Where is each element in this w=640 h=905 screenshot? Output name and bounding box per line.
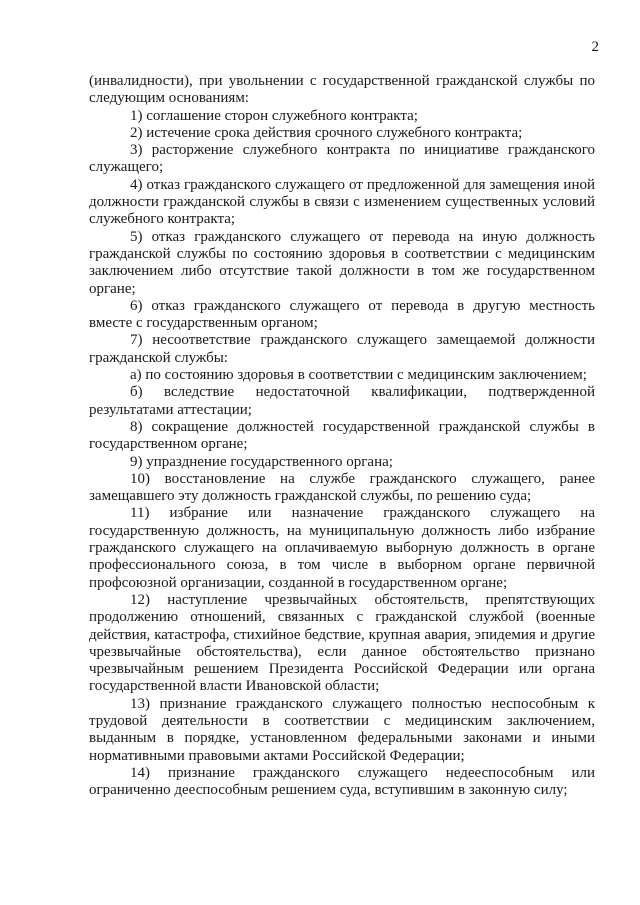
- list-item: 4) отказ гражданского служащего от предложенной для замещения иной должности гражданской службы в связи с изменением существенных условий служебного контракта;: [89, 176, 595, 228]
- list-item: 10) восстановление на службе гражданского служащего, ранее замещавшего эту должность гражданской службы, по решению суда;: [89, 470, 595, 505]
- list-item: 14) признание гражданского служащего недееспособным или ограниченно дееспособным решением суда, вступившим в законную силу;: [89, 764, 595, 799]
- list-subitem: а) по состоянию здоровья в соответствии с медицинским заключением;: [130, 367, 587, 384]
- list-subitem: б) вследствие недостаточной квалификации, подтвержденной результатами аттестации;: [89, 384, 595, 418]
- list-item: 9) упразднение государственного органа;: [130, 453, 393, 470]
- list-item: 6) отказ гражданского служащего от перевода в другую местность вместе с государственным органом;: [89, 297, 595, 332]
- list-item: 11) избрание или назначение гражданского служащего на государственную должность, на муниципальную должность либо избрание гражданского служащего на оплачиваемую выборную должность в органе профессионального союза, в том числе в выборном органе первичной профсоюзной организации, созданной в государственном органе;: [89, 505, 595, 591]
- list-item: 7) несоответствие гражданского служащего замещаемой должности гражданской службы:: [89, 332, 595, 366]
- paragraph-continuation: (инвалидности), при увольнении с государственной гражданской службы по следующим основаниям:: [89, 73, 595, 107]
- document-body: [89, 73, 595, 799]
- list-item: 8) сокращение должностей государственной гражданской службы в государственном органе;: [89, 418, 595, 453]
- list-item: 12) наступление чрезвычайных обстоятельств, препятствующих продолжению отношений, связанных с гражданской службой (военные действия, катастрофа, стихийное бедствие, крупная авария, эпидемия и другие чрезвычайные обстоятельства), если данное обстоятельство признано чрезвычайным решением Президента Российской Федерации или органа государственной власти Ивановской области;: [89, 591, 595, 695]
- list-item: 3) расторжение служебного контракта по инициативе гражданского служащего;: [89, 142, 595, 176]
- page-number: 2: [591, 39, 599, 55]
- list-item: 13) признание гражданского служащего полностью неспособным к трудовой деятельности в соответствии с медицинским заключением, выданным в порядке, установленном федеральными законами и иными нормативными правовыми актами Российской Федерации;: [89, 695, 595, 764]
- list-item: 5) отказ гражданского служащего от перевода на иную должность гражданской службы по состоянию здоровья в соответствии с медицинским заключением либо отсутствие такой должности в том же государственном органе;: [89, 228, 595, 297]
- list-item: 1) соглашение сторон служебного контракта;: [130, 107, 418, 124]
- list-item: 2) истечение срока действия срочного служебного контракта;: [130, 124, 523, 141]
